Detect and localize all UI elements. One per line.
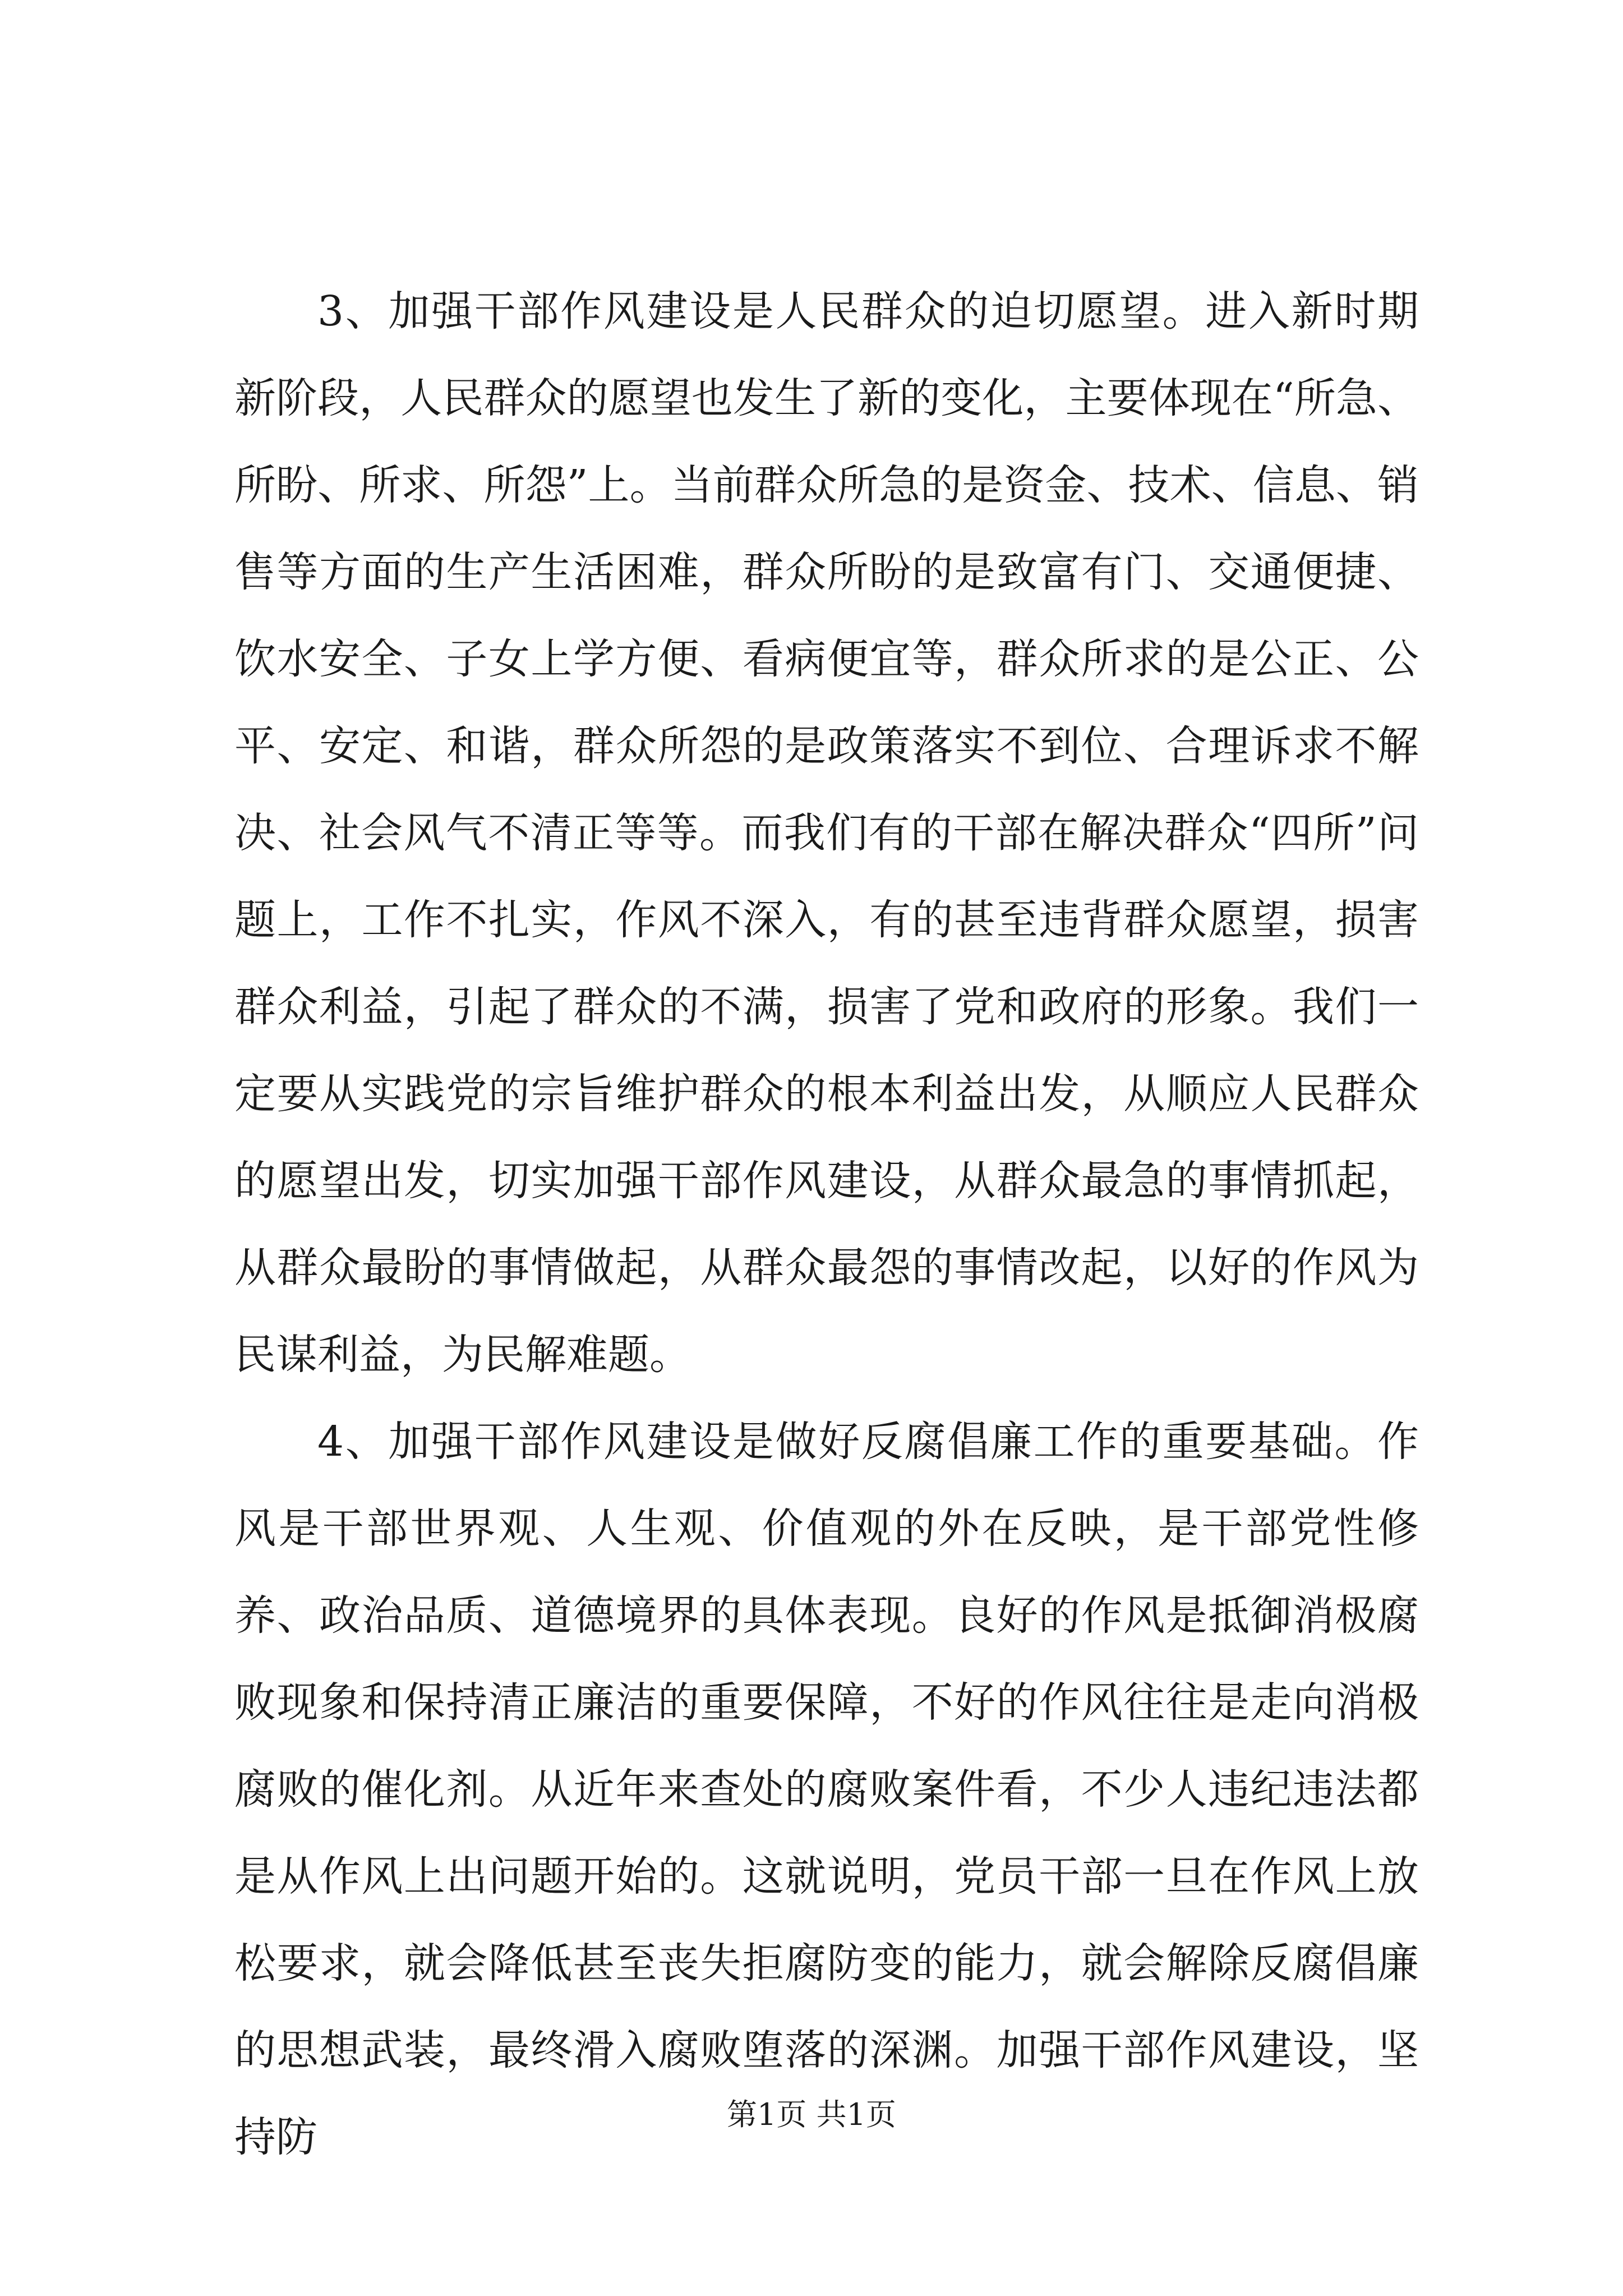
paragraph-4: 4、加强干部作风建设是做好反腐倡廉工作的重要基础。作风是干部世界观、人生观、价值观的外在反映，是干部党性修养、政治品质、道德境界的具体表现。良好的作风是抵御消极腐败现象和保持清正廉洁的重要保障，不好的作风往往是走向消极腐败的催化剂。从近年来查处的腐败案件看，不少人违纪违法都是从作风上出问题开始的。这就说明，党员干部一旦在作风上放松要求，就会降低甚至丧失拒腐防变的能力，就会解除反腐倡廉的思想武装，最终滑入腐败堕落的深渊。加强干部作风建设，坚持防 [234,1418,1419,2161]
document-body [234,268,1419,2181]
page-footer: 第1页 共1页 [727,2097,896,2132]
paragraph-3: 3、加强干部作风建设是人民群众的迫切愿望。进入新时期新阶段，人民群众的愿望也发生了新的变化，主要体现在“所急、所盼、所求、所怨”上。当前群众所急的是资金、技术、信息、销售等方面的生产生活困难，群众所盼的是致富有门、交通便捷、饮水安全、子女上学方便、看病便宜等，群众所求的是公正、公平、安定、和谐，群众所怨的是政策落实不到位、合理诉求不解决、社会风气不清正等等。而我们有的干部在解决群众“四所”问题上，工作不扎实，作风不深入，有的甚至违背群众愿望，损害群众利益，引起了群众的不满，损害了党和政府的形象。我们一定要从实践党的宗旨维护群众的根本利益出发，从顺应人民群众的愿望出发，切实加强干部作风建设，从群众最急的事情抓起，从群众最盼的事情做起，从群众最怨的事情改起，以好的作风为民谋利益，为民解难题。 [234,287,1419,1379]
